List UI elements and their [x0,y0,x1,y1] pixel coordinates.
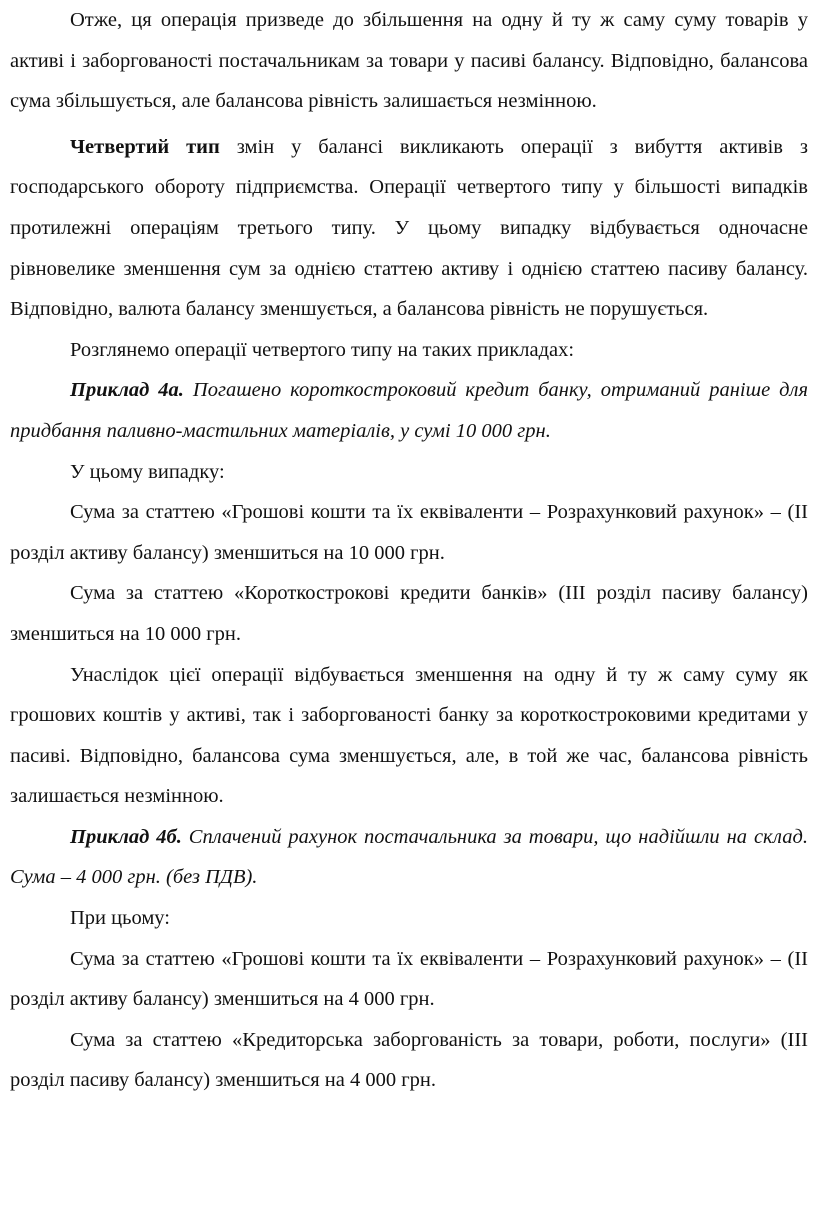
paragraph-bank-credit-10000: Сума за статтею «Короткострокові кредити банків» (ІІІ розділ пасиву балансу) зменшиться на 10 000 грн. [10,582,808,645]
paragraph-cash-4000: Сума за статтею «Грошові кошти та їх еквіваленти – Розрахунковий рахунок» – (ІІ розділ активу балансу) зменшиться на 4 000 грн. [10,947,808,1011]
fourth-type-term: Четвертий тип [70,135,220,158]
paragraph-1: Отже, ця операція призведе до збільшення на одну й ту ж саму суму товарів у активі і заборгованості постачальникам за товари у пасиві балансу. Відповідно, балансова сума збільшується, але балансова рівність залишається незмінною. [10,9,808,113]
paragraph-cash-10000: Сума за статтею «Грошові кошти та їх еквіваленти – Розрахунковий рахунок» – (ІІ розділ активу балансу) зменшиться на 10 000 грн. [10,501,808,564]
paragraph-with-this: При цьому: [70,907,170,930]
example-4a [10,370,808,451]
paragraph-examples-intro: Розглянемо операції четвертого типу на таких прикладах: [70,338,575,361]
paragraph-payables-4000: Сума за статтею «Кредиторська заборгованість за товари, роботи, послуги» (ІІІ розділ пасиву балансу) зменшиться на 4 000 грн. [10,1028,808,1092]
example-4a-text: Погашено короткостроковий кредит банку, отриманий раніше для придбання паливно-мастильних матеріалів, у сумі 10 000 грн. [10,379,808,442]
example-4b-label: Приклад 4б. [70,825,182,848]
fourth-type-text: змін у балансі викликають операції з вибуття активів з господарського обороту підприємства. Операції четвертого типу у більшості випадків протилежні операціям третього типу. У цьому випадку відбувається одночасне рівновелике зменшення сум за однією статтею активу і однією статтею пасиву балансу. Відповідно, валюта балансу зменшується, а балансова рівність не порушується. [10,135,808,321]
example-4a-label: Приклад 4а. [70,379,184,402]
paragraph-fourth-type [10,127,808,330]
paragraph-consequence: Унаслідок цієї операції відбувається зменшення на одну й ту ж саму суму як грошових коштів у активі, так і заборгованості банку за короткостроковими кредитами у пасиві. Відповідно, балансова сума зменшується, але, в той же час, балансова рівність залишається незмінною. [10,663,808,808]
paragraph-in-this-case: У цьому випадку: [70,460,225,483]
example-4b [10,817,808,898]
example-4b-text: Сплачений рахунок постачальника за товари, що надійшли на склад. Сума – 4 000 грн. (без ПДВ). [10,825,808,889]
